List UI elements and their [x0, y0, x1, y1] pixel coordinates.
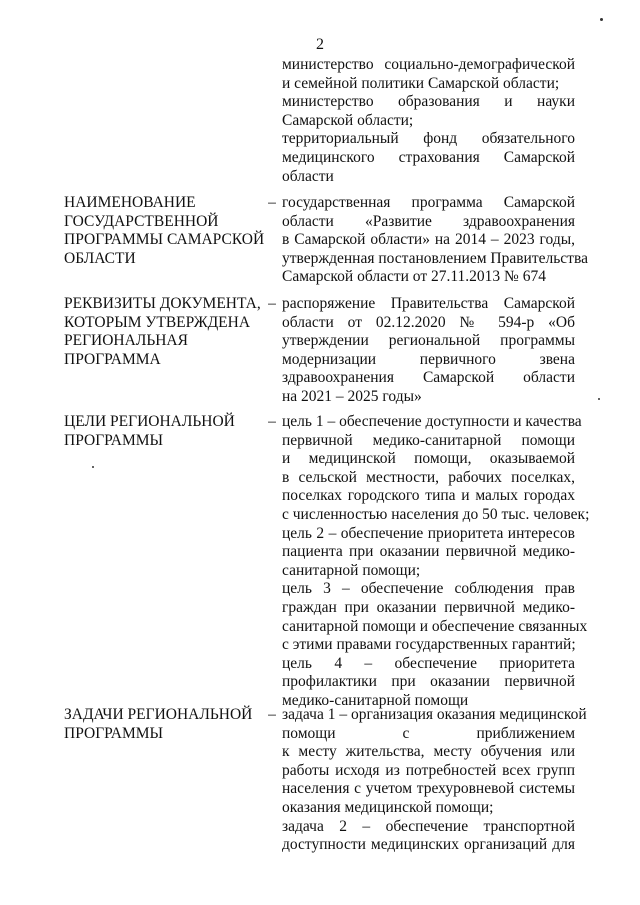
section-label	[64, 194, 264, 268]
scan-speck	[92, 466, 94, 468]
section-value	[282, 295, 575, 407]
text-line: оказания медицинской помощи;	[282, 798, 494, 816]
text-line: задача 1 – организация оказания медицинской	[282, 706, 587, 723]
text-line: с этими правами государственных гарантий;	[282, 636, 576, 654]
text-line: доступности медицинских организаций для	[282, 836, 575, 854]
label-line: ГОСУДАРСТВЕННОЙ	[64, 212, 219, 230]
scan-speck	[598, 398, 600, 400]
label-line: НАИМЕНОВАНИЕ	[64, 194, 196, 211]
text-line: министерство социально-демографической	[282, 56, 575, 73]
text-line: и медицинской помощи, оказываемой	[282, 450, 575, 468]
text-line: с численностью населения до 50 тыс. человек;	[282, 505, 590, 523]
text-line: населения с учетом трехуровневой системы	[282, 780, 575, 798]
text-line: утвержденная постановлением Правительства	[282, 249, 588, 267]
text-line: и семейной политики Самарской области;	[282, 74, 560, 92]
label-line: ЦЕЛИ РЕГИОНАЛЬНОЙ	[64, 413, 235, 430]
text-line: Самарской области;	[282, 111, 414, 129]
section-value	[282, 706, 587, 855]
dash-separator: –	[268, 194, 276, 211]
label-line: ПРОГРАММА	[64, 350, 161, 368]
text-line: государственная программа Самарской	[282, 194, 575, 211]
text-line: распоряжение Правительства Самарской	[282, 295, 575, 312]
text-line: области «Развитие здравоохранения	[282, 212, 575, 230]
text-line: области от 02.12.2020 № 594-р «Об	[282, 313, 575, 331]
page-number: 2	[316, 36, 324, 53]
text-line: первичной медико-санитарной помощи	[282, 431, 575, 449]
label-line: РЕКВИЗИТЫ ДОКУМЕНТА,	[64, 295, 261, 312]
scan-speck	[600, 18, 603, 21]
dash-separator: –	[268, 706, 276, 723]
section-label	[64, 295, 264, 369]
text-line: задача 2 – обеспечение транспортной	[282, 817, 575, 835]
text-line: модернизации первичного звена	[282, 350, 575, 368]
section-value	[282, 413, 590, 711]
label-line: ОБЛАСТИ	[64, 249, 136, 267]
text-line: санитарной помощи и обеспечение связанных	[282, 617, 588, 635]
text-line: профилактики при оказании первичной	[282, 673, 575, 691]
label-line: ПРОГРАММЫ САМАРСКОЙ	[64, 231, 265, 249]
text-line: поселках городского типа и малых городах	[282, 487, 575, 505]
label-line: ПРОГРАММЫ	[64, 724, 164, 742]
text-line: граждан при оказании первичной медико-	[282, 598, 575, 616]
text-line: цель 1 – обеспечение доступности и качества	[282, 413, 582, 430]
text-line: медико-санитарной помощи	[282, 691, 469, 709]
section-label	[64, 706, 264, 743]
text-line: медицинского страхования Самарской	[282, 148, 575, 166]
label-line: РЕГИОНАЛЬНАЯ	[64, 332, 188, 350]
text-line: цель 2 – обеспечение приоритета интересов	[282, 524, 575, 542]
dash-separator: –	[268, 295, 276, 312]
text-line: работы исходя из потребностей всех групп	[282, 761, 575, 779]
text-line: области	[282, 167, 334, 185]
section-value	[282, 194, 588, 287]
text-line: Самарской области от 27.11.2013 № 674	[282, 268, 546, 286]
text-line: помощи с приближением	[282, 724, 575, 742]
text-line: цель 4 – обеспечение приоритета	[282, 654, 575, 672]
section-label	[64, 413, 264, 450]
intro-text	[282, 56, 575, 186]
text-line: здравоохранения Самарской области	[282, 369, 575, 387]
text-line: утверждении региональной программы	[282, 332, 575, 350]
text-line: в сельской местности, рабочих поселках,	[282, 468, 575, 486]
text-line: санитарной помощи;	[282, 561, 421, 579]
text-line: к месту жительства, месту обучения или	[282, 743, 575, 761]
text-line: цель 3 – обеспечение соблюдения прав	[282, 580, 575, 598]
label-line: КОТОРЫМ УТВЕРЖДЕНА	[64, 313, 251, 331]
dash-separator: –	[268, 413, 276, 430]
label-line: ПРОГРАММЫ	[64, 431, 164, 449]
text-line: территориальный фонд обязательного	[282, 130, 575, 148]
text-line: пациента при оказании первичной медико-	[282, 543, 575, 561]
text-line: министерство образования и науки	[282, 93, 575, 111]
text-line: в Самарской области» на 2014 – 2023 годы,	[282, 231, 575, 249]
label-line: ЗАДАЧИ РЕГИОНАЛЬНОЙ	[64, 706, 253, 723]
text-line: на 2021 – 2025 годы»	[282, 387, 422, 405]
